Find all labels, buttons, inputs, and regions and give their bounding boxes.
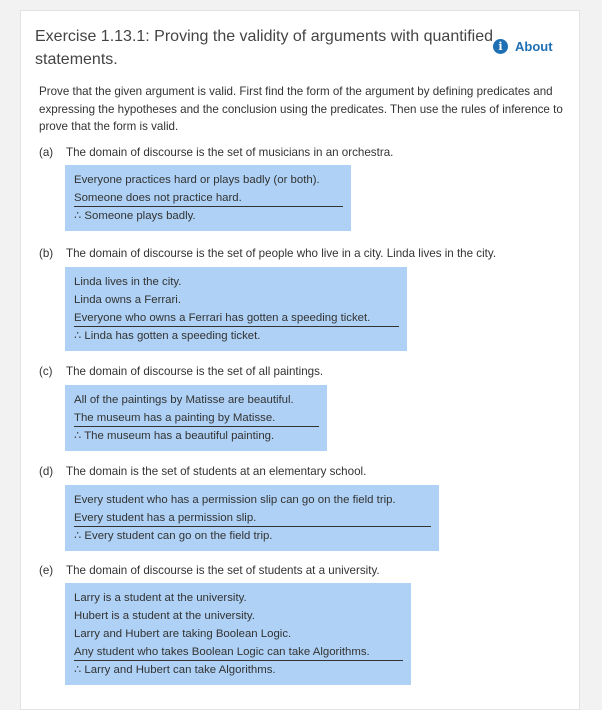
conclusion-line: ∴ Someone plays badly. <box>74 210 196 222</box>
item-a-label <box>39 145 393 161</box>
item-domain: The domain of discourse is the set of people who live in a city. Linda lives in the city. <box>66 247 497 260</box>
item-c-label <box>39 364 323 380</box>
premise-line: Linda owns a Ferrari. <box>74 294 181 306</box>
premise-line: Larry is a student at the university. <box>74 592 247 604</box>
premise-line: Linda lives in the city. <box>74 276 182 288</box>
exercise-card <box>20 10 580 710</box>
premise-line: Hubert is a student at the university. <box>74 610 255 622</box>
about-button[interactable] <box>493 39 553 54</box>
premise-line: Every student who has a permission slip can go on the field trip. <box>74 494 396 506</box>
premise-line: Larry and Hubert are taking Boolean Logic. <box>74 628 292 640</box>
item-letter: (a) <box>39 146 54 159</box>
conclusion-line: ∴ Every student can go on the field trip. <box>74 530 273 542</box>
item-domain: The domain of discourse is the set of all paintings. <box>66 365 324 378</box>
premise-line: Every student has a permission slip. <box>74 509 431 527</box>
item-letter: (d) <box>39 465 54 478</box>
item-d-label <box>39 464 366 480</box>
item-b-label <box>39 246 496 262</box>
premise-line: Everyone who owns a Ferrari has gotten a speeding ticket. <box>74 309 399 327</box>
premise-line: The museum has a painting by Matisse. <box>74 409 319 427</box>
item-letter: (c) <box>39 365 53 378</box>
premise-line: Any student who takes Boolean Logic can take Algorithms. <box>74 643 403 661</box>
about-label: About <box>515 39 553 54</box>
item-e-label <box>39 563 380 579</box>
info-icon: i <box>493 39 508 54</box>
instructions-text: Prove that the given argument is valid. First find the form of the argument by defining predicates and expressing the hypotheses and the conclusion using the predicates. Then use the rules of inference to prove that the form is valid. <box>39 85 563 133</box>
conclusion-line: ∴ Linda has gotten a speeding ticket. <box>74 330 261 342</box>
conclusion-line: ∴ Larry and Hubert can take Algorithms. <box>74 664 276 676</box>
premise-line: All of the paintings by Matisse are beautiful. <box>74 394 294 406</box>
exercise-title: Exercise 1.13.1: Proving the validity of arguments with quantified statements. <box>35 28 494 68</box>
item-domain: The domain is the set of students at an elementary school. <box>66 465 367 478</box>
argument-box-e <box>65 583 411 685</box>
item-letter: (b) <box>39 247 54 260</box>
argument-box-c <box>65 385 327 451</box>
argument-box-d <box>65 485 439 551</box>
item-letter: (e) <box>39 564 54 577</box>
item-domain: The domain of discourse is the set of students at a university. <box>66 564 380 577</box>
item-domain: The domain of discourse is the set of musicians in an orchestra. <box>66 146 394 159</box>
premise-line: Everyone practices hard or plays badly (or both). <box>74 174 320 186</box>
premise-line: Someone does not practice hard. <box>74 189 343 207</box>
argument-box-b <box>65 267 407 351</box>
conclusion-line: ∴ The museum has a beautiful painting. <box>74 430 275 442</box>
argument-box-a <box>65 165 351 231</box>
